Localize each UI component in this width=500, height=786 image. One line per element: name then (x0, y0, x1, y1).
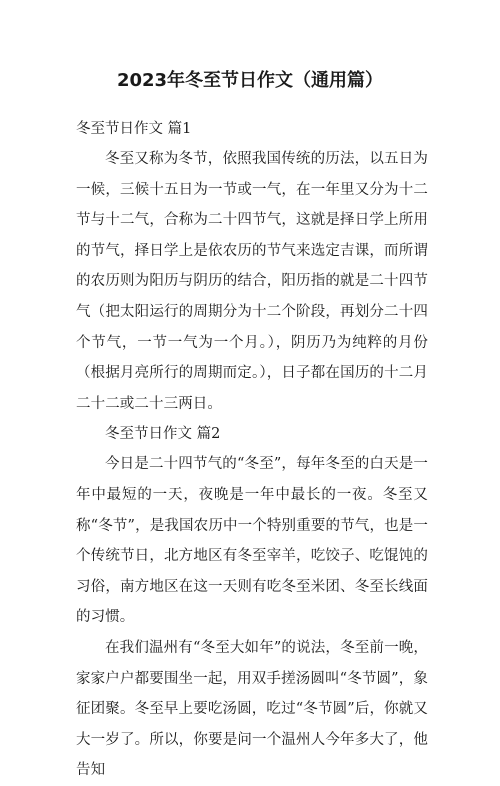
document-page (76, 70, 428, 786)
paragraph: 今日是二十四节气的“冬至”，每年冬至的白天是一年中最短的一天，夜晚是一年中最长的一夜。冬至又称“冬节”，是我国农历中一个特别重要的节气，也是一个传统节日，北方地区有冬至宰羊，吃饺子、吃馄饨的习俗，南方地区在这一天则有吃冬至米团、冬至长线面的习惯。 (76, 456, 428, 626)
section-heading: 冬至节日作文 篇1 (76, 121, 192, 137)
section-1 (76, 114, 428, 419)
paragraph: 在我们温州有“冬至大如年”的说法，冬至前一晚，家家户户都要围坐一起，用双手搓汤圆叫“冬节圆”，象征团聚。冬至早上要吃汤圆，吃过“冬节圆”后，你就又大一岁了。所以，你要是问一个温州人今年多大了，他告知 (76, 639, 428, 779)
section-heading: 冬至节日作文 篇2 (105, 426, 221, 443)
paragraph: 冬至又称为冬节，依照我国传统的历法，以五日为一候，三候十五日为一节或一气，在一年里又分为十二节与十二气，合称为二十四节气，这就是择日学上所用的节气，择日学上是依农历的节气来选定吉课，而所谓的农历则为阳历与阴历的结合，阳历指的就是二十四节气（把太阳运行的周期分为十二个阶段，再划分二十四个节气，一节一气为一个月。），阴历乃为纯粹的月份（根据月亮所行的周期而定。），日子都在国历的十二月二十二或二十三两日。 (76, 151, 428, 412)
section-2 (76, 419, 428, 786)
document-title: 2023年冬至节日作文（通用篇） (116, 70, 384, 91)
